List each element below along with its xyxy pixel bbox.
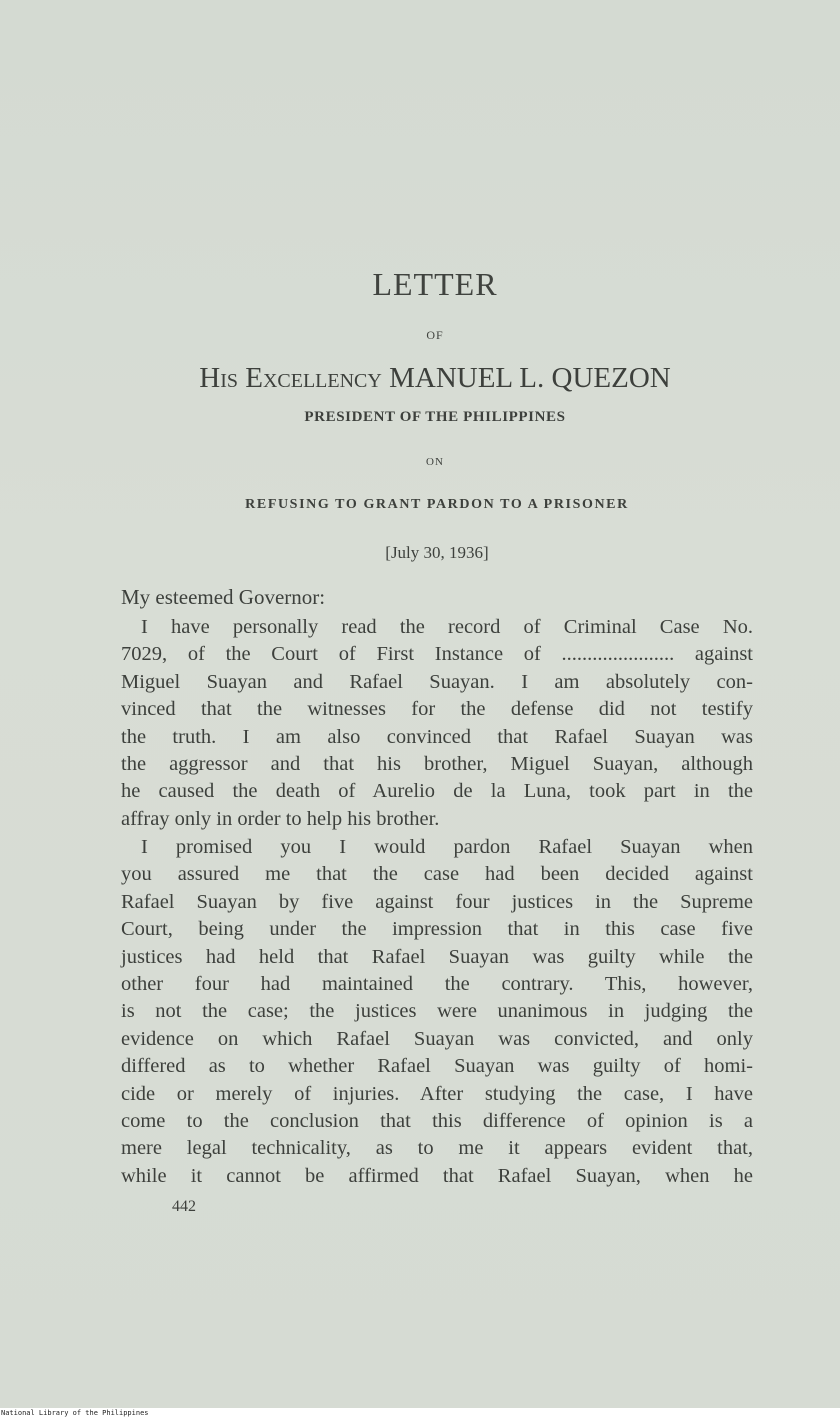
text-line: the aggressor and that his brother, Miguel Suayan, although — [121, 752, 753, 775]
text-line: while it cannot be affirmed that Rafael Suayan, when he — [121, 1164, 753, 1187]
text-line: justices had held that Rafael Suayan was guilty while the — [121, 945, 753, 968]
paragraph-1 — [121, 614, 753, 833]
author-honorific: His Excellency — [199, 362, 382, 394]
salutation: My esteemed Governor: — [121, 585, 326, 609]
paragraph-2 — [121, 834, 753, 1190]
text-line: Miguel Suayan and Rafael Suayan. I am absolutely con- — [121, 670, 753, 693]
author-name: MANUEL L. QUEZON — [389, 362, 671, 394]
text-line: you assured me that the case had been decided against — [121, 863, 753, 886]
text-line: differed as to whether Rafael Suayan was guilty of homi- — [121, 1055, 753, 1078]
letter-date: [July 30, 1936] — [385, 543, 489, 562]
title-connector-of: OF — [426, 328, 444, 342]
document-title: LETTER — [372, 266, 498, 302]
text-line: cide or merely of injuries. After studying the case, I have — [121, 1082, 753, 1105]
text-line: other four had maintained the contrary. This, however, — [121, 972, 753, 995]
text-line: the truth. I am also convinced that Rafael Suayan was — [121, 725, 753, 748]
text-line: Court, being under the impression that in this case five — [121, 918, 753, 941]
text-line: 7029, of the Court of First Instance of ...................... against — [121, 643, 753, 666]
text-line: is not the case; the justices were unanimous in judging the — [121, 1000, 753, 1023]
text-line: I promised you I would pardon Rafael Suayan when — [141, 836, 753, 858]
author-line — [0, 362, 840, 395]
text-line: he caused the death of Aurelio de la Luna, took part in the — [121, 780, 753, 803]
text-line: vinced that the witnesses for the defense did not testify — [121, 698, 753, 721]
text-line: I have personally read the record of Criminal Case No. — [141, 616, 753, 638]
text-line: mere legal technicality, as to me it appears evident that, — [121, 1137, 753, 1160]
text-line: evidence on which Rafael Suayan was convicted, and only — [121, 1027, 753, 1050]
text-line: affray only in order to help his brother. — [121, 807, 440, 830]
text-line: Rafael Suayan by five against four justices in the Supreme — [121, 890, 753, 913]
text-line: come to the conclusion that this difference of opinion is a — [121, 1109, 753, 1132]
author-title: PRESIDENT OF THE PHILIPPINES — [304, 409, 566, 425]
subject-connector-on: ON — [426, 456, 444, 468]
library-credit: National Library of the Philippines — [1, 1409, 149, 1417]
letter-subject: REFUSING TO GRANT PARDON TO A PRISONER — [245, 497, 629, 512]
page-number: 442 — [172, 1198, 196, 1215]
